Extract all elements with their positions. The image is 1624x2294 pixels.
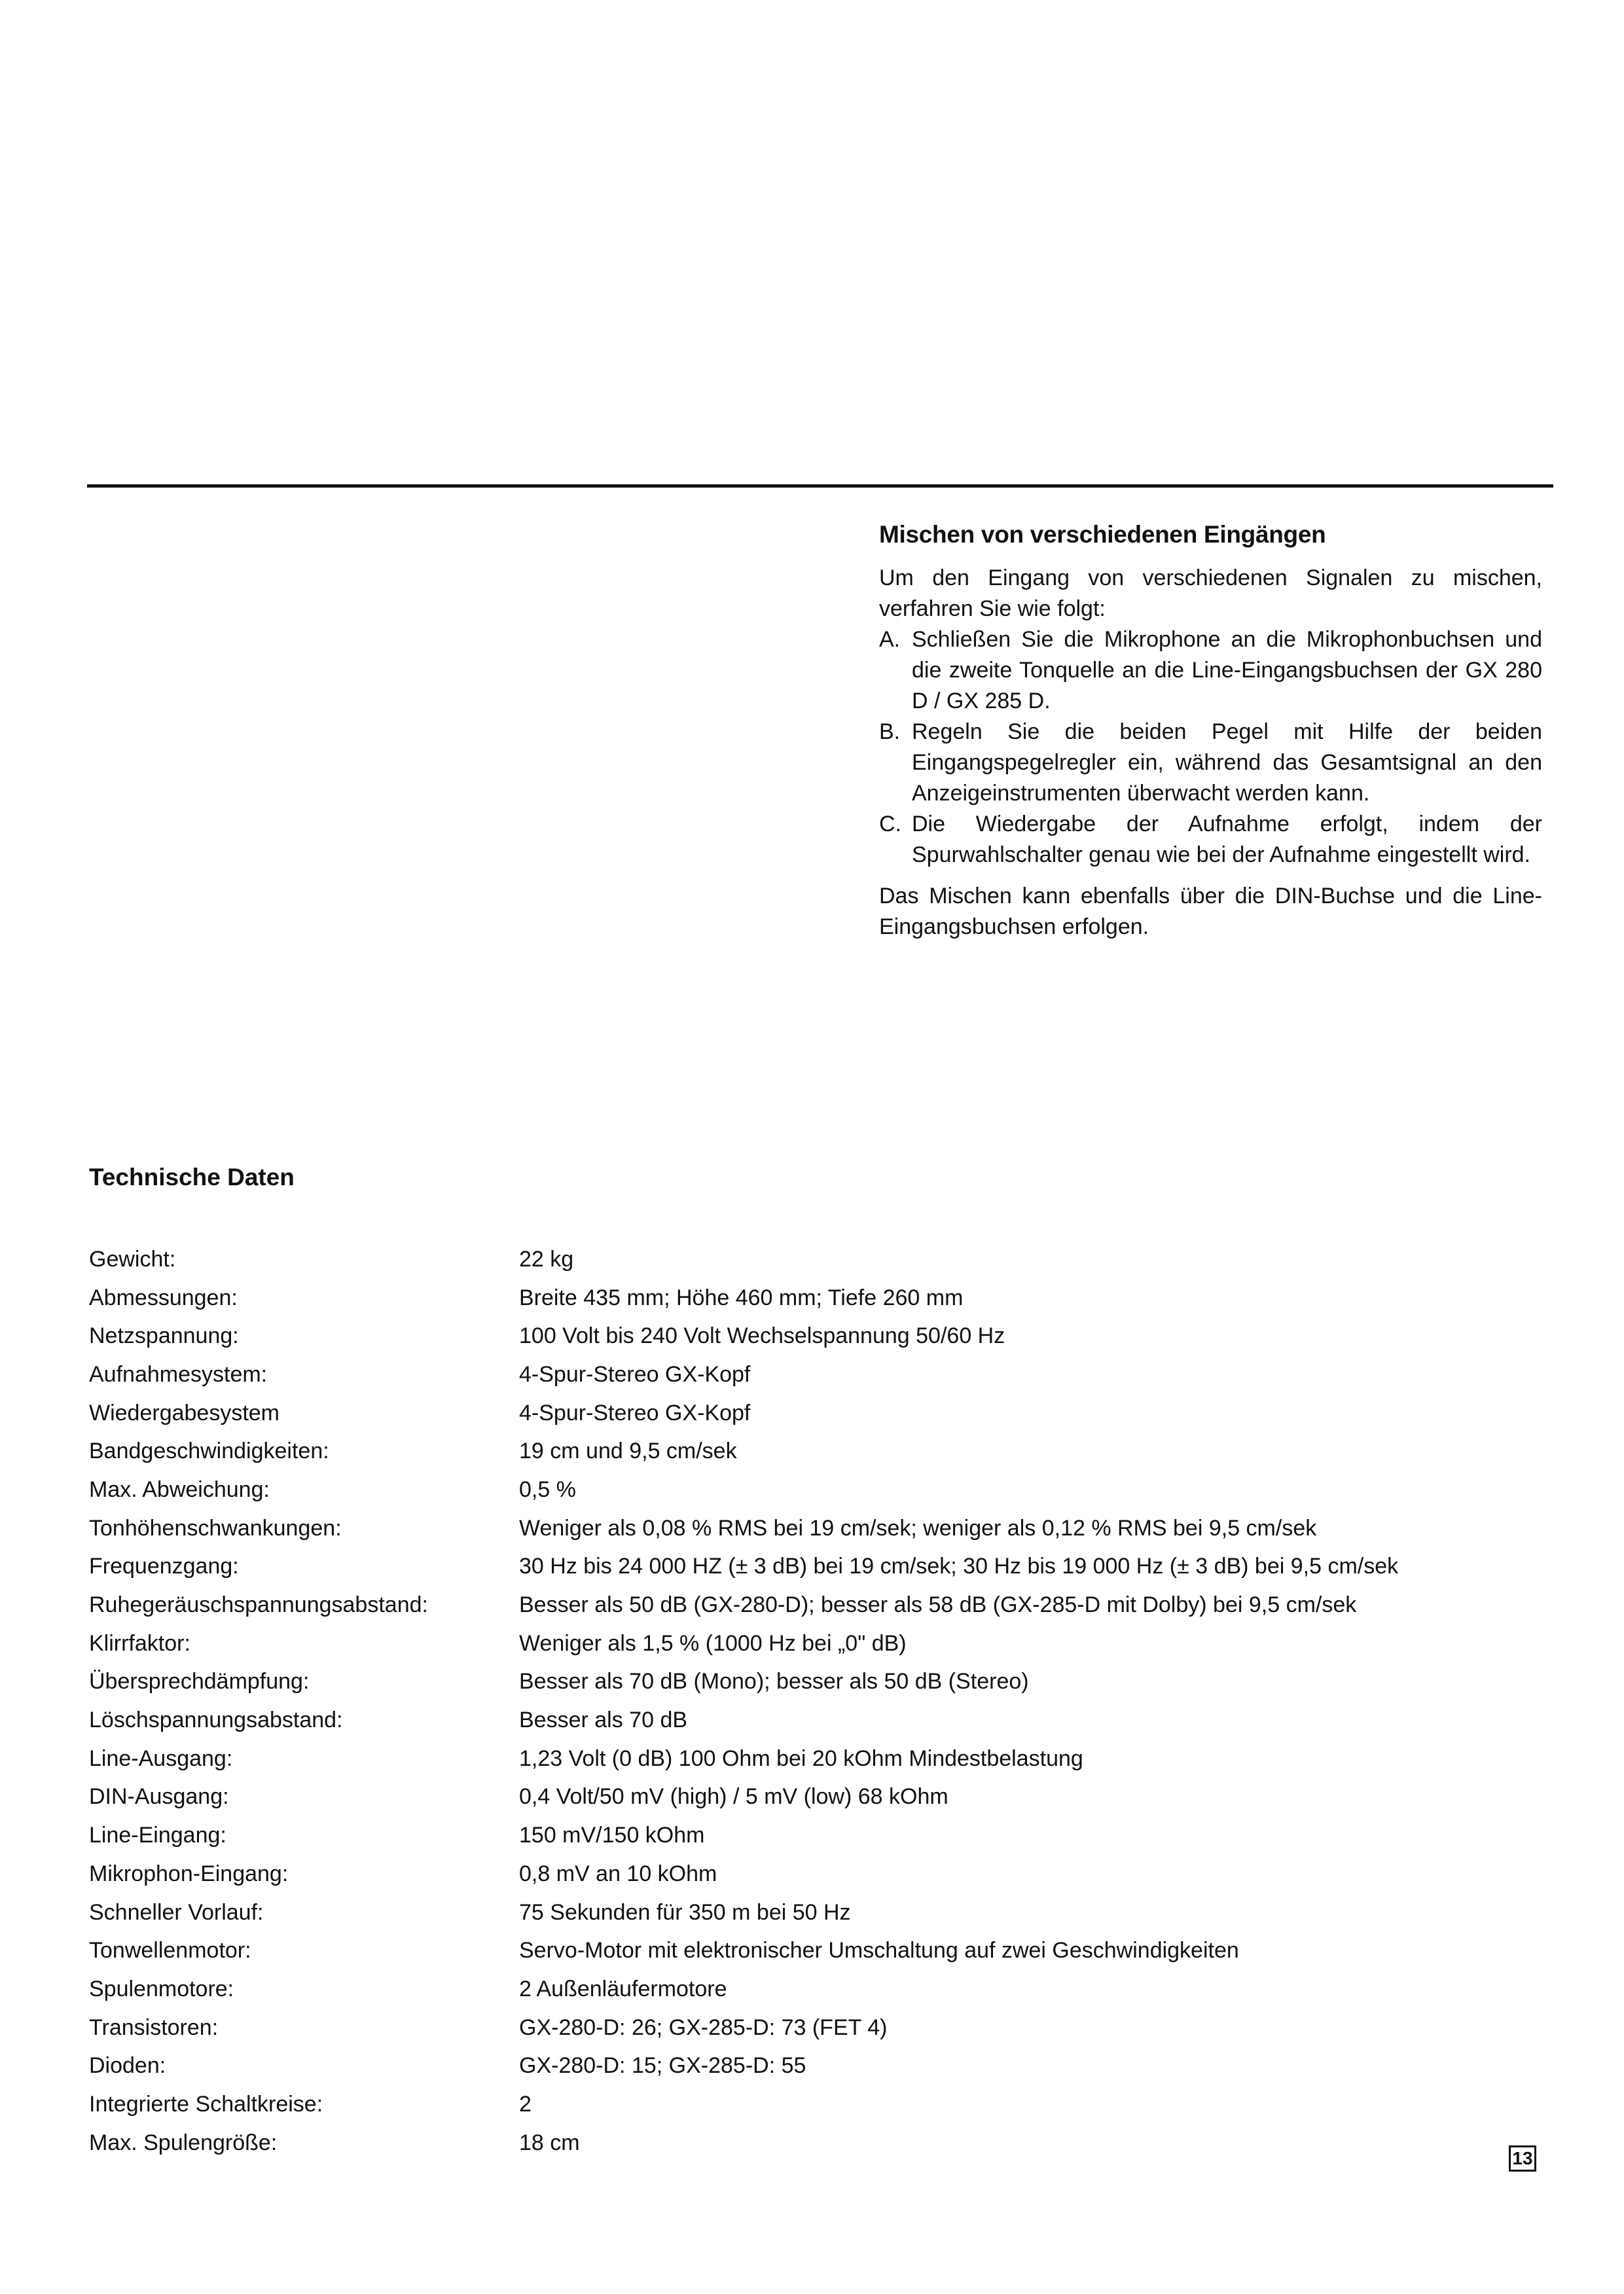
spec-label: Ruhegeräuschspannungsabstand: — [89, 1592, 428, 1618]
spec-row — [89, 1778, 1562, 1817]
mixing-title: Mischen von verschiedenen Eingängen — [879, 521, 1326, 548]
step-text: Schließen Sie die Mikrophone an die Mikrophonbuchsen und die zweite Tonquelle an die Line-Eingangsbuchsen der GX 280 D / GX 285 D. — [912, 627, 1542, 713]
spec-row — [89, 1893, 1562, 1932]
spec-value: 0,4 Volt/50 mV (high) / 5 mV (low) 68 kOhm — [519, 1784, 948, 1810]
spec-label: Mikrophon-Eingang: — [89, 1861, 289, 1886]
spec-label: Line-Eingang: — [89, 1823, 226, 1848]
spec-row — [89, 1663, 1562, 1702]
step-text: Regeln Sie die beiden Pegel mit Hilfe der beiden Eingangspegelregler ein, während das Gesamtsignal an den Anzeigeinstrumenten überwacht werden kann. — [912, 719, 1542, 806]
spec-row — [89, 1394, 1562, 1433]
spec-value: 150 mV/150 kOhm — [519, 1823, 705, 1848]
spec-row — [89, 1509, 1562, 1548]
spec-value: GX-280-D: 26; GX-285-D: 73 (FET 4) — [519, 2015, 888, 2040]
spec-row — [89, 1317, 1562, 1355]
spec-value: 2 — [519, 2091, 532, 2117]
mixing-step-c — [879, 809, 1542, 870]
spec-label: Frequenzgang: — [89, 1554, 239, 1579]
spec-row — [89, 2047, 1562, 2085]
spec-label: Bandgeschwindigkeiten: — [89, 1439, 329, 1464]
spec-value: 18 cm — [519, 2130, 580, 2155]
spec-label: Tonhöhenschwankungen: — [89, 1515, 342, 1541]
spec-row — [89, 1548, 1562, 1586]
spec-row — [89, 2085, 1562, 2124]
horizontal-rule — [87, 484, 1553, 488]
spec-value: 30 Hz bis 24 000 HZ (± 3 dB) bei 19 cm/sek; 30 Hz bis 19 000 Hz (± 3 dB) bei 9,5 cm/sek — [519, 1554, 1399, 1579]
spec-table — [89, 1240, 1562, 2162]
spec-value: GX-280-D: 15; GX-285-D: 55 — [519, 2053, 806, 2079]
spec-label: Tonwellenmotor: — [89, 1938, 251, 1963]
spec-label: Aufnahmesystem: — [89, 1361, 268, 1387]
spec-row — [89, 1586, 1562, 1624]
spec-value: Weniger als 0,08 % RMS bei 19 cm/sek; weniger als 0,12 % RMS bei 9,5 cm/sek — [519, 1515, 1317, 1541]
step-marker: A. — [879, 627, 901, 652]
spec-row — [89, 2124, 1562, 2162]
spec-label: Max. Abweichung: — [89, 1477, 270, 1502]
spec-value: Besser als 70 dB (Mono); besser als 50 dB (Stereo) — [519, 1669, 1029, 1694]
spec-row — [89, 1970, 1562, 2009]
spec-row — [89, 1740, 1562, 1778]
spec-value: 100 Volt bis 240 Volt Wechselspannung 50/60 Hz — [519, 1323, 1005, 1349]
spec-value: Weniger als 1,5 % (1000 Hz bei „0" dB) — [519, 1630, 907, 1656]
spec-label: DIN-Ausgang: — [89, 1784, 229, 1810]
step-marker: B. — [879, 719, 901, 744]
spec-row — [89, 1816, 1562, 1855]
spec-row — [89, 1432, 1562, 1471]
spec-row — [89, 1931, 1562, 1970]
spec-value: Breite 435 mm; Höhe 460 mm; Tiefe 260 mm — [519, 1285, 964, 1310]
mixing-intro: Um den Eingang von verschiedenen Signalen zu mischen, verfahren Sie wie folgt: — [879, 565, 1542, 621]
spec-value: 19 cm und 9,5 cm/sek — [519, 1439, 737, 1464]
mixing-steps — [879, 624, 1542, 870]
spec-label: Wiedergabesystem — [89, 1400, 280, 1425]
tech-data-title: Technische Daten — [89, 1164, 295, 1191]
spec-label: Netzspannung: — [89, 1323, 239, 1349]
spec-row — [89, 1471, 1562, 1509]
step-marker: C. — [879, 812, 901, 836]
spec-label: Line-Ausgang: — [89, 1746, 233, 1771]
mixing-step-a — [879, 624, 1542, 717]
spec-row — [89, 1855, 1562, 1893]
spec-row — [89, 1240, 1562, 1279]
spec-value: 2 Außenläufermotore — [519, 1976, 727, 2001]
mixing-section — [879, 521, 1542, 942]
spec-row — [89, 1701, 1562, 1740]
spec-row — [89, 1355, 1562, 1394]
mixing-step-b — [879, 717, 1542, 809]
spec-value: 22 kg — [519, 1246, 574, 1272]
spec-label: Schneller Vorlauf: — [89, 1899, 264, 1925]
spec-row — [89, 1624, 1562, 1663]
mixing-closing: Das Mischen kann ebenfalls über die DIN-Buchse und die Line-Eingangsbuchsen erfolgen. — [879, 884, 1542, 939]
spec-label: Max. Spulengröße: — [89, 2130, 278, 2155]
spec-value: Servo-Motor mit elektronischer Umschaltung auf zwei Geschwindigkeiten — [519, 1938, 1239, 1963]
spec-label: Löschspannungsabstand: — [89, 1708, 343, 1733]
spec-label: Klirrfaktor: — [89, 1630, 190, 1656]
spec-label: Integrierte Schaltkreise: — [89, 2091, 323, 2117]
spec-value: 75 Sekunden für 350 m bei 50 Hz — [519, 1899, 851, 1925]
spec-value: 4-Spur-Stereo GX-Kopf — [519, 1361, 751, 1387]
spec-label: Dioden: — [89, 2053, 166, 2079]
spec-value: 4-Spur-Stereo GX-Kopf — [519, 1400, 751, 1425]
spec-label: Spulenmotore: — [89, 1976, 234, 2001]
spec-value: Besser als 50 dB (GX-280-D); besser als 58 dB (GX-285-D mit Dolby) bei 9,5 cm/sek — [519, 1592, 1357, 1618]
spec-label: Transistoren: — [89, 2015, 219, 2040]
step-text: Die Wiedergabe der Aufnahme erfolgt, indem der Spurwahlschalter genau wie bei der Aufnahme eingestellt wird. — [912, 812, 1542, 867]
spec-value: 0,5 % — [519, 1477, 576, 1502]
spec-label: Gewicht: — [89, 1246, 176, 1272]
spec-value: 0,8 mV an 10 kOhm — [519, 1861, 717, 1886]
spec-value: 1,23 Volt (0 dB) 100 Ohm bei 20 kOhm Mindestbelastung — [519, 1746, 1083, 1771]
spec-label: Übersprechdämpfung: — [89, 1669, 310, 1694]
page-number: 13 — [1509, 2145, 1536, 2172]
spec-value: Besser als 70 dB — [519, 1708, 688, 1733]
spec-label: Abmessungen: — [89, 1285, 238, 1310]
spec-row — [89, 2009, 1562, 2047]
spec-row — [89, 1279, 1562, 1317]
